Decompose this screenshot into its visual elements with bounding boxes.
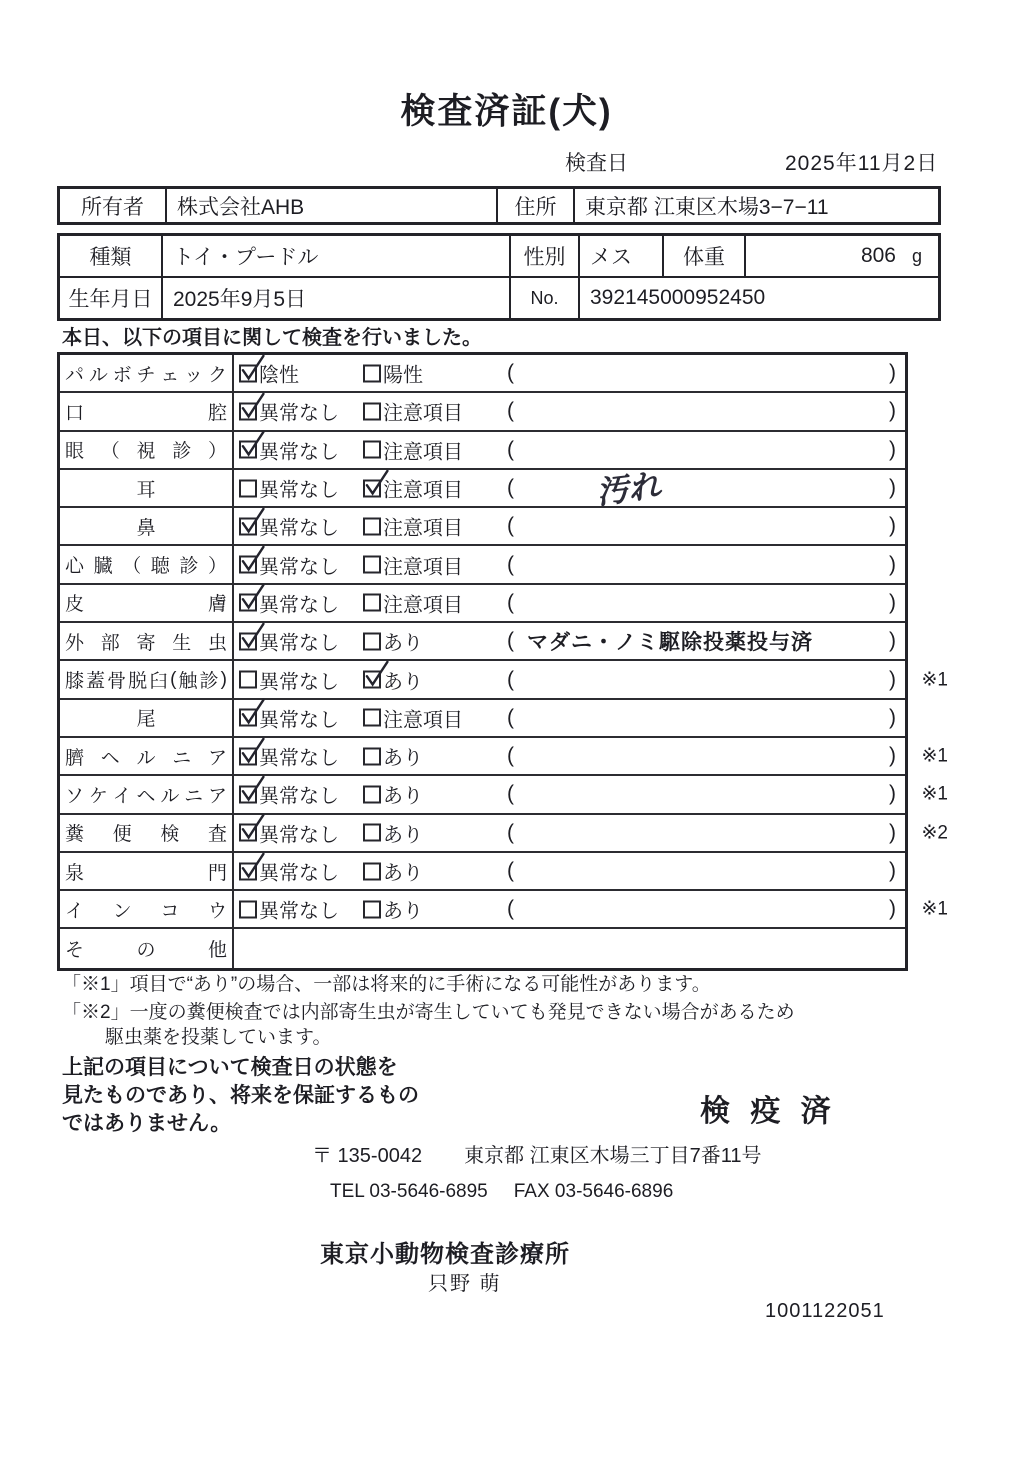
- exam-option: [239, 588, 339, 617]
- no-value: 392145000952450: [590, 286, 766, 309]
- remark-label: ※1: [921, 898, 948, 920]
- paren-open: (: [507, 399, 514, 423]
- exam-row: [60, 776, 948, 814]
- exam-row-content: [234, 393, 905, 429]
- exam-row: [60, 891, 948, 929]
- birthdate-value: 2025年9月5日: [163, 278, 511, 318]
- paren-close: ): [889, 552, 896, 576]
- exam-option-label: あり: [383, 747, 423, 770]
- checkbox-icon: [363, 900, 381, 918]
- info-row-1: [60, 236, 938, 278]
- clinic-address: 東京都 江東区木場三丁目7番11号: [464, 1145, 762, 1167]
- exam-option: [239, 665, 339, 694]
- exam-option: [363, 550, 463, 579]
- exam-option-label: あり: [383, 824, 423, 847]
- checkbox-checked-icon: [239, 709, 257, 727]
- paren-close: ): [889, 705, 896, 729]
- disclaimer-line-1: 上記の項目について検査日の状態を: [62, 1056, 398, 1079]
- exam-item-label: 耳: [60, 470, 234, 506]
- exam-row: [60, 508, 905, 546]
- printed-note: マダニ・ノミ駆除投薬投与済: [527, 631, 813, 655]
- exam-row-content: [234, 776, 905, 812]
- check-mark-icon: [235, 352, 266, 383]
- checkbox-icon: [363, 517, 381, 535]
- check-mark-icon: [235, 543, 266, 574]
- address-value: 東京都 江東区木場3−7−11: [585, 195, 829, 219]
- clinic-postal-code: 〒 135-0042: [312, 1145, 423, 1167]
- exam-option-label: 異常なし: [259, 479, 339, 502]
- weight-number: 806: [860, 244, 896, 267]
- checkbox-checked-icon: [239, 747, 257, 765]
- clinic-fax: FAX 03-5646-6896: [513, 1181, 674, 1202]
- exam-option: [239, 703, 339, 732]
- paren-open: (: [507, 437, 514, 461]
- exam-option-label: 注意項目: [383, 479, 463, 502]
- paren-close: ): [889, 820, 896, 844]
- sex-value: メス: [580, 236, 664, 276]
- paren-close: ): [889, 437, 896, 461]
- exam-option-label: あり: [383, 862, 423, 885]
- check-mark-icon: [235, 390, 266, 421]
- exam-option: [363, 359, 423, 388]
- exam-option: [239, 474, 339, 503]
- exam-option-label: 注意項目: [383, 709, 463, 732]
- exam-row: [60, 853, 905, 891]
- clinic-phone-line: [330, 1181, 673, 1203]
- exam-row-content: [234, 546, 905, 582]
- exam-row: [60, 546, 905, 584]
- check-mark-icon: [359, 467, 390, 498]
- checkbox-icon: [363, 441, 381, 459]
- owner-value: 株式会社AHB: [167, 189, 498, 222]
- checkbox-icon: [363, 862, 381, 880]
- exam-item-label: 糞 便 検 査: [60, 815, 234, 851]
- exam-option-label: 注意項目: [383, 402, 463, 425]
- exam-row: [60, 700, 905, 738]
- exam-row: [60, 355, 905, 393]
- paren-open: (: [507, 476, 514, 500]
- clinic-tel: TEL 03-5646-6895: [330, 1181, 488, 1202]
- exam-option-label: あり: [383, 671, 423, 694]
- exam-option-label: 異常なし: [259, 785, 339, 808]
- exam-option: [363, 857, 423, 886]
- exam-option-label: 異常なし: [259, 862, 339, 885]
- exam-item-label: 鼻: [60, 508, 234, 544]
- quarantine-stamp: 検 疫 済: [700, 1095, 837, 1128]
- exam-option-label: 異常なし: [259, 709, 339, 732]
- exam-option-label: 陽性: [383, 364, 423, 387]
- exam-option: [239, 895, 339, 924]
- checkbox-checked-icon: [239, 364, 257, 382]
- check-mark-icon: [359, 658, 390, 689]
- checkbox-checked-icon: [239, 517, 257, 535]
- exam-row: [60, 661, 948, 699]
- checkbox-checked-icon: [239, 556, 257, 574]
- checkbox-icon: [239, 479, 257, 497]
- exam-item-label: 泉 門: [60, 853, 234, 889]
- exam-row: [60, 393, 905, 431]
- paren-close: ): [889, 514, 896, 538]
- exam-option-label: 異常なし: [259, 594, 339, 617]
- exam-option: [363, 818, 423, 847]
- check-mark-icon: [235, 696, 266, 727]
- exam-option-label: 異常なし: [259, 824, 339, 847]
- checkbox-icon: [363, 709, 381, 727]
- checkbox-icon: [239, 671, 257, 689]
- birthdate-label: 生年月日: [60, 278, 163, 318]
- exam-row-content: [234, 929, 905, 967]
- paren-open: (: [507, 514, 514, 538]
- exam-item-label: 眼 （ 視 診 ）: [60, 432, 234, 468]
- exam-row-content: [234, 623, 905, 659]
- checkbox-icon: [363, 364, 381, 382]
- checkbox-checked-icon: [363, 479, 381, 497]
- check-mark-icon: [235, 773, 266, 804]
- breed-value: トイ・プードル: [163, 236, 511, 276]
- owner-label: 所有者: [60, 189, 167, 222]
- exam-option: [363, 780, 423, 809]
- exam-option-label: 異常なし: [259, 747, 339, 770]
- exam-option: [239, 435, 339, 464]
- checkbox-checked-icon: [239, 441, 257, 459]
- paren-open: (: [507, 897, 514, 921]
- footnote-2-continued: 駆虫薬を投薬しています。: [105, 1027, 332, 1048]
- exam-option-label: 注意項目: [383, 594, 463, 617]
- exam-item-label: 膝 蓋 骨 脱 臼 ( 触 診 ): [60, 661, 234, 697]
- checkbox-icon: [363, 747, 381, 765]
- check-mark-icon: [235, 811, 266, 842]
- paren-close: ): [889, 476, 896, 500]
- checkbox-checked-icon: [239, 824, 257, 842]
- exam-option-label: 異常なし: [259, 632, 339, 655]
- clinic-address-line: [312, 1139, 762, 1168]
- paren-close: ): [889, 667, 896, 691]
- exam-row-content: [234, 891, 905, 927]
- checkbox-icon: [363, 594, 381, 612]
- intro-sentence: 本日、以下の項目に関して検査を行いました。: [62, 327, 482, 349]
- page-title: 検査済証(犬): [400, 92, 613, 131]
- exam-row-content: [234, 432, 905, 468]
- exam-row-content: [234, 661, 905, 697]
- checkbox-checked-icon: [239, 862, 257, 880]
- exam-option: [239, 857, 339, 886]
- exam-row-content: [234, 815, 905, 851]
- remark-label: ※1: [921, 783, 948, 805]
- exam-option-label: 異常なし: [259, 900, 339, 923]
- check-mark-icon: [235, 428, 266, 459]
- exam-option: [363, 627, 423, 656]
- sex-label: 性別: [511, 236, 580, 276]
- exam-option-label: あり: [383, 785, 423, 808]
- exam-item-label: そ の 他: [60, 929, 234, 967]
- exam-option-label: 異常なし: [259, 517, 339, 540]
- exam-option: [363, 895, 423, 924]
- exam-item-label: 皮 膚: [60, 585, 234, 621]
- paren-close: ): [889, 782, 896, 806]
- exam-row: [60, 929, 905, 967]
- check-mark-icon: [235, 735, 266, 766]
- paren-open: (: [507, 667, 514, 691]
- paren-close: ): [889, 590, 896, 614]
- exam-row-content: [234, 700, 905, 736]
- check-mark-icon: [235, 849, 266, 880]
- serial-number: 1001122051: [765, 1300, 885, 1322]
- veterinarian-name: 只野 萌: [428, 1273, 502, 1295]
- exam-table: [57, 352, 948, 971]
- inspection-date-value: 2025年11月2日: [785, 152, 939, 175]
- exam-row-content: [234, 738, 905, 774]
- exam-row-content: [234, 853, 905, 889]
- exam-option-label: 陰性: [259, 364, 299, 387]
- exam-option-label: 異常なし: [259, 402, 339, 425]
- exam-option-label: 異常なし: [259, 441, 339, 464]
- disclaimer-line-2: 見たものであり、将来を保証するもの: [62, 1084, 419, 1107]
- breed-label: 種類: [60, 236, 163, 276]
- paren-open: (: [507, 744, 514, 768]
- exam-option: [239, 550, 339, 579]
- paren-close: ): [889, 897, 896, 921]
- exam-option-label: 注意項目: [383, 556, 463, 579]
- inspection-date-label: 検査日: [565, 152, 628, 175]
- exam-row: [60, 585, 905, 623]
- exam-row: [60, 466, 905, 511]
- paren-close: ): [889, 859, 896, 882]
- checkbox-checked-icon: [239, 594, 257, 612]
- exam-option: [239, 627, 339, 656]
- exam-item-label: ソ ケ イ ヘ ル ニ ア: [60, 776, 234, 812]
- exam-option: [239, 742, 339, 771]
- exam-option: [363, 474, 463, 503]
- checkbox-checked-icon: [239, 785, 257, 803]
- paren-close: ): [889, 744, 896, 768]
- weight-label: 体重: [664, 236, 746, 276]
- owner-table: [57, 186, 941, 225]
- paren-open: (: [507, 629, 514, 653]
- exam-row-content: [234, 466, 905, 511]
- paren-open: (: [507, 552, 514, 576]
- exam-option: [239, 512, 339, 541]
- paren-open: (: [507, 361, 514, 385]
- remark-label: ※1: [921, 745, 948, 767]
- exam-option: [363, 588, 463, 617]
- weight-unit: g: [911, 245, 922, 266]
- exam-option-label: 異常なし: [259, 671, 339, 694]
- check-mark-icon: [235, 581, 266, 612]
- exam-option: [239, 818, 339, 847]
- info-row-2: [60, 278, 938, 318]
- disclaimer-paragraph: [62, 1054, 419, 1138]
- exam-option: [239, 359, 299, 388]
- exam-option-label: 注意項目: [383, 517, 463, 540]
- paren-close: ): [889, 361, 896, 385]
- checkbox-icon: [363, 824, 381, 842]
- exam-item-label: 心 臓 （ 聴 診 ）: [60, 546, 234, 582]
- check-mark-icon: [235, 620, 266, 651]
- exam-row: [60, 815, 948, 853]
- checkbox-icon: [363, 402, 381, 420]
- exam-option: [363, 397, 463, 426]
- exam-option: [363, 665, 423, 694]
- paren-close: ): [889, 629, 896, 653]
- exam-option-label: あり: [383, 632, 423, 655]
- remark-label: ※2: [921, 822, 948, 844]
- checkbox-icon: [239, 900, 257, 918]
- check-mark-icon: [235, 505, 266, 536]
- exam-item-label: イ ン コ ウ: [60, 891, 234, 927]
- footnote-1: 「※1」項目で“あり”の場合、一部は将来的に手術になる可能性があります。: [62, 974, 711, 995]
- exam-option-label: あり: [383, 900, 423, 923]
- exam-option: [363, 703, 463, 732]
- remark-label: ※1: [921, 669, 948, 691]
- exam-row-content: [234, 355, 905, 391]
- exam-option: [363, 435, 463, 464]
- animal-info-table: [57, 233, 941, 321]
- exam-option: [239, 780, 339, 809]
- exam-item-label: パ ル ボ チ ェ ッ ク: [60, 355, 234, 391]
- footnote-2: 「※2」一度の糞便検査では内部寄生虫が寄生していても発見できない場合があるため: [62, 1002, 795, 1023]
- exam-option: [363, 512, 463, 541]
- handwritten-note: 汚れ: [594, 466, 663, 511]
- exam-row-content: [234, 585, 905, 621]
- paren-open: (: [507, 705, 514, 729]
- exam-option-label: 注意項目: [383, 441, 463, 464]
- exam-option-label: 異常なし: [259, 556, 339, 579]
- paren-open: (: [507, 859, 514, 882]
- exam-item-label: 外 部 寄 生 虫: [60, 623, 234, 659]
- disclaimer-line-3: ではありません。: [62, 1112, 232, 1135]
- exam-row: [60, 623, 905, 661]
- address-label: 住所: [498, 189, 575, 222]
- paren-open: (: [507, 820, 514, 844]
- paren-close: ): [889, 399, 896, 423]
- no-label: No.: [511, 278, 580, 318]
- exam-row-content: [234, 508, 905, 544]
- paren-open: (: [507, 590, 514, 614]
- exam-row: [60, 432, 905, 470]
- exam-item-label: 口 腔: [60, 393, 234, 429]
- checkbox-icon: [363, 632, 381, 650]
- exam-item-label: 尾: [60, 700, 234, 736]
- checkbox-checked-icon: [239, 632, 257, 650]
- weight-value: [746, 236, 938, 276]
- checkbox-checked-icon: [363, 671, 381, 689]
- checkbox-icon: [363, 556, 381, 574]
- checkbox-icon: [363, 785, 381, 803]
- clinic-name: 東京小動物検査診療所: [320, 1241, 570, 1268]
- exam-row: [60, 738, 948, 776]
- exam-item-label: 臍 ヘ ル ニ ア: [60, 738, 234, 774]
- checkbox-checked-icon: [239, 402, 257, 420]
- paren-open: (: [507, 782, 514, 806]
- exam-option: [239, 397, 339, 426]
- exam-option: [363, 742, 423, 771]
